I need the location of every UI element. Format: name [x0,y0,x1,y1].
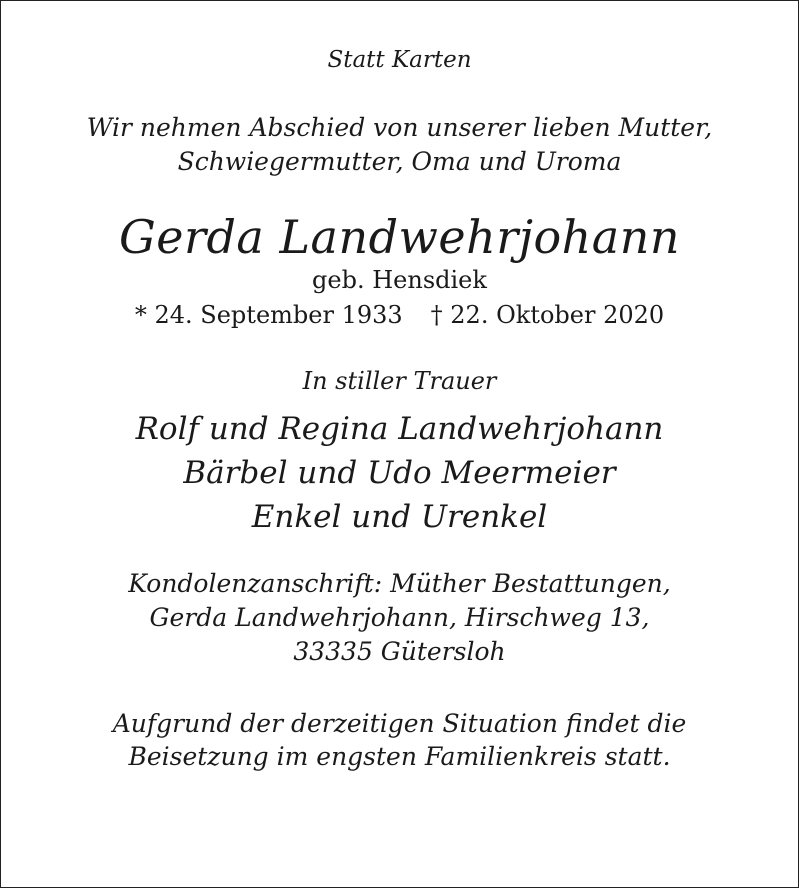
birth-date: * 24. September 1933 [134,301,403,329]
condolence-address [1,567,798,669]
condolence-line: 33335 Gütersloh [293,637,506,666]
family-member: Bärbel und Udo Meermeier [183,455,616,491]
funeral-line: Aufgrund der derzeitigen Situation findet die [112,709,687,738]
mourning-phrase: In stiller Trauer [302,367,497,395]
intro-text [1,111,798,179]
intro-line: Schwiegermutter, Oma und Uroma [177,147,622,176]
life-dates [1,297,798,333]
condolence-line: Kondolenzanschrift: Müther Bestattungen, [128,569,671,598]
intro-line: Wir nehmen Abschied von unserer lieben Mutter, [86,113,713,142]
deceased-name: Gerda Landwehrjohann [119,210,680,264]
funeral-line: Beisetzung im engsten Familienkreis statt. [128,742,671,771]
header-text: Statt Karten [327,47,472,73]
funeral-note [1,707,798,773]
maiden-name: geb. Hensdiek [312,266,487,294]
condolence-line: Gerda Landwehrjohann, Hirschweg 13, [149,603,650,632]
family-member: Rolf und Regina Landwehrjohann [135,411,664,447]
family-list [1,407,798,539]
family-member: Enkel und Urenkel [251,499,548,535]
death-date: † 22. Oktober 2020 [430,301,665,329]
